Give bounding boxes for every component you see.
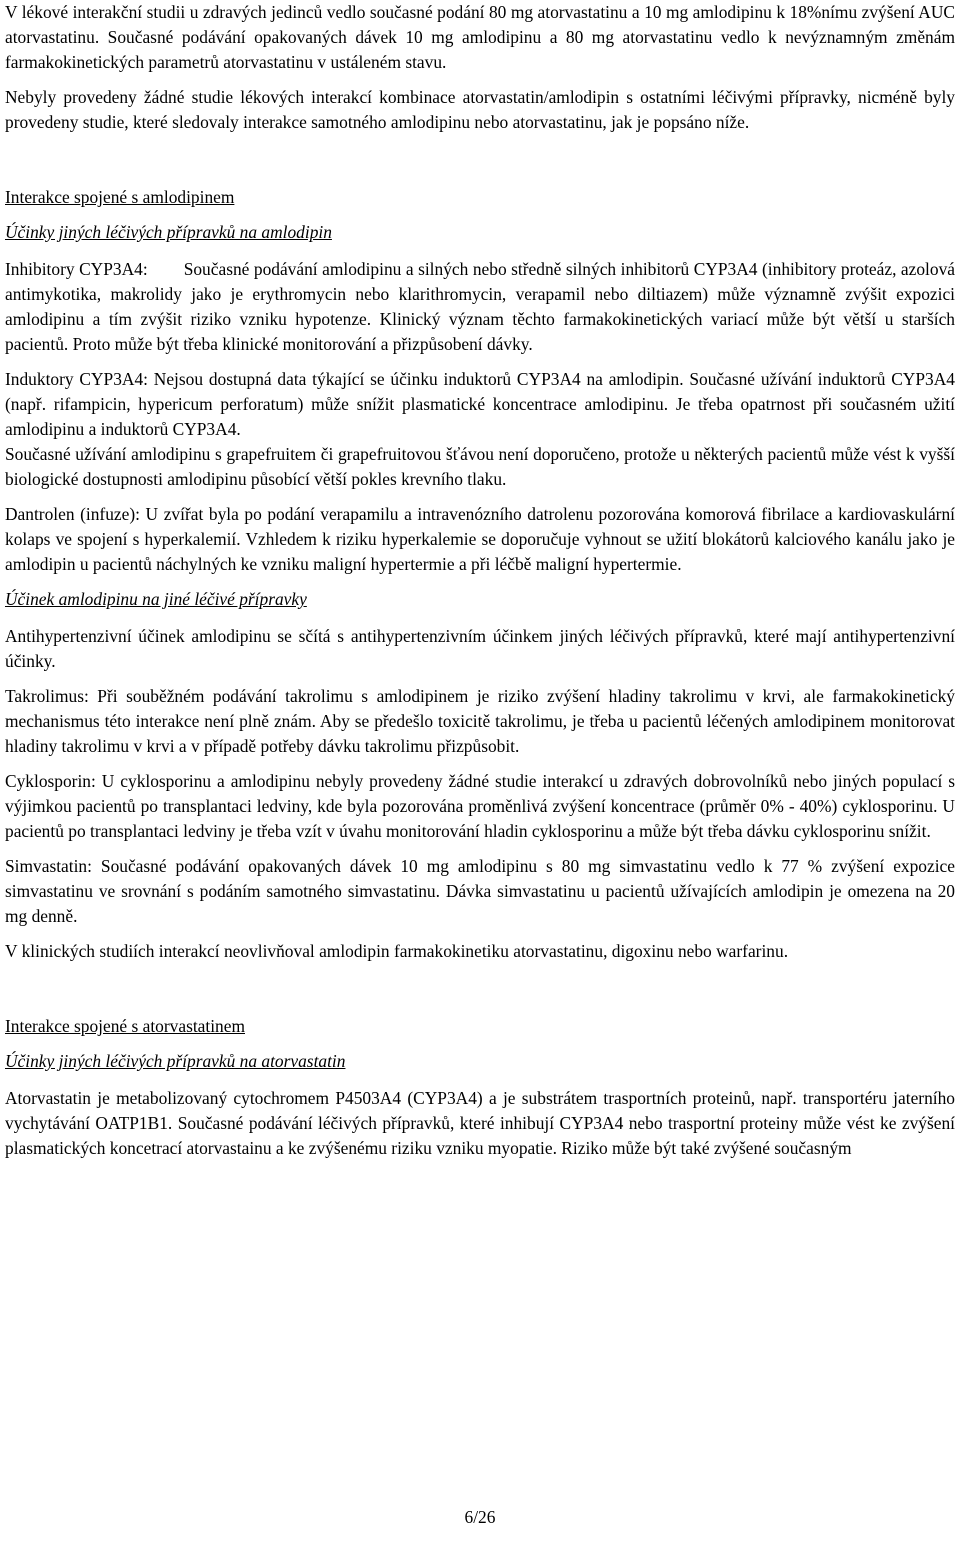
paragraph-cyclosporine: Cyklosporin: U cyklosporinu a amlodipinu nebyly provedeny žádné studie interakcí u zdravých dobrovolníků nebo jiných populací s výjimkou pacientů po transplantaci ledviny, kde byla pozorována proměnlivá zvýšení koncentrace (průměr 0% - 40%) cyklosporinu. U pacientů po transplantaci ledviny je třeba vzít v úvahu monitorování hladin cyklosporinu a může být třeba dávku cyklosporinu snížit. [5, 771, 955, 841]
subheading-amlodipine-effect-on-others: Účinek amlodipinu na jiné léčivé přípravky [5, 589, 307, 609]
page-number: 6/26 [464, 1507, 496, 1527]
cyp3a4-inhibitors-text: Současné podávání amlodipinu a silných nebo středně silných inhibitorů CYP3A4 (inhibitory proteáz, azolová antimykotika, makrolidy jako je erythromycin nebo klarithromycin, verapamil nebo diltiazem) může významně zvýšit expozici amlodipinu a tím zvýšit riziko vzniku hypotenze. Klinický význam těchto farmakokinetických variací může být větší u starších pacientů. Proto může být třeba klinické monitorování a přizpůsobení dávky. [5, 259, 956, 354]
document-page [5, 0, 955, 1161]
paragraph-simvastatin: Simvastatin: Současné podávání opakovaných dávek 10 mg amlodipinu s 80 mg simvastatinu vedlo k 77 % zvýšení expozice simvastatinu ve srovnání s podáním samotného simvastatinu. Dávka simvastatinu u pacientů užívajících amlodipin je omezena na 20 mg denně. [5, 856, 955, 926]
paragraph-antihypertensive-effect: Antihypertenzivní účinek amlodipinu se sčítá s antihypertenzivním účinkem jiných léčivých přípravků, které mají antihypertenzivní účinky. [5, 626, 955, 671]
cyp3a4-inhibitors-label: Inhibitory CYP3A4: [5, 259, 148, 279]
subheading-effects-on-amlodipine: Účinky jiných léčivých přípravků na amlodipin [5, 222, 332, 242]
paragraph-tacrolimus: Takrolimus: Při souběžném podávání takrolimu s amlodipinem je riziko zvýšení hladiny takrolimu v krvi, ale farmakokinetický mechanismus této interakce není plně znám. Aby se předešlo toxicitě takrolimu, je třeba u pacientů léčených amlodipinem monitorovat hladiny takrolimu v krvi a v případě potřeby dávku takrolimu přizpůsobit. [5, 686, 955, 756]
paragraph-atorvastatin-metabolism: Atorvastatin je metabolizovaný cytochromem P4503A4 (CYP3A4) a je substrátem trasportních proteinů, např. transportéru jaterního vychytávání OATP1B1. Současné podávání léčivých přípravků, které inhibují CYP3A4 nebo trasportní proteiny může vést ke zvýšení plasmatických koncetrací atorvastainu a ke zvýšenému riziku vzniku myopatie. Riziko může být také zvýšené současným [5, 1088, 955, 1158]
paragraph-clinical-interaction-studies: V klinických studiích interakcí neovlivňoval amlodipin farmakokinetiku atorvastatinu, digoxinu nebo warfarinu. [5, 941, 789, 961]
section-heading-atorvastatin-interactions: Interakce spojené s atorvastatinem [5, 1016, 245, 1036]
paragraph-no-interaction-studies: Nebyly provedeny žádné studie lékových interakcí kombinace atorvastatin/amlodipin s ostatními léčivými přípravky, nicméně byly provedeny studie, které sledovaly interakce samotného amlodipinu nebo atorvastatinu, jak je popsáno níže. [5, 87, 955, 132]
paragraph-grapefruit: Současné užívání amlodipinu s grapefruitem či grapefruitovou šťávou není doporučeno, protože u některých pacientů může vést k vyšší biologické dostupnosti amlodipinu působící větší pokles krevního tlaku. [5, 444, 955, 489]
paragraph-dantrolene: Dantrolen (infuze): U zvířat byla po podání verapamilu a intravenózního datrolenu pozorována komorová fibrilace a kardiovaskulární kolaps ve spojení s hyperkalemií. Vzhledem k riziku hyperkalemie se doporučuje vyhnout se užití blokátorů kalciového kanálu jako je amlodipin u pacientů náchylných ke vzniku maligní hypertermie a při léčbě maligní hypertermie. [5, 504, 955, 574]
section-heading-amlodipine-interactions: Interakce spojené s amlodipinem [5, 187, 235, 207]
paragraph-atorvastatin-amlodipine-study: V lékové interakční studii u zdravých jedinců vedlo současné podání 80 mg atorvastatinu a 10 mg amlodipinu k 18%nímu zvýšení AUC atorvastatinu. Současné podávání opakovaných dávek 10 mg amlodipinu a 80 mg atorvastatinu vedlo k nevýznamným změnám farmakokinetických parametrů atorvastatinu v ustáleném stavu. [5, 2, 955, 72]
paragraph-cyp3a4-inhibitors [5, 257, 955, 357]
paragraph-cyp3a4-inducers: Induktory CYP3A4: Nejsou dostupná data týkající se účinku induktorů CYP3A4 na amlodipin. Současné užívání induktorů CYP3A4 (např. rifampicin, hypericum perforatum) může snížit plasmatické koncentrace amlodipinu. Je třeba opatrnost při současném užití amlodipinu a induktorů CYP3A4. [5, 369, 955, 439]
subheading-effects-on-atorvastatin: Účinky jiných léčivých přípravků na atorvastatin [5, 1051, 346, 1071]
